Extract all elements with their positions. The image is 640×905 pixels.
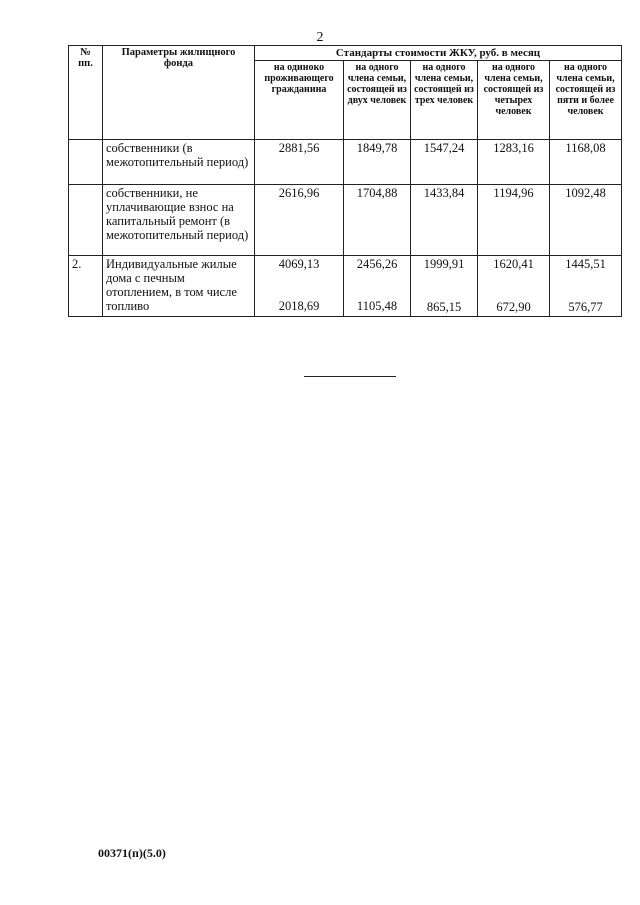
cell-value: 1620,41 [493, 257, 534, 271]
table-row [69, 185, 622, 256]
row-param: собственники (в межотопительный период) [103, 140, 255, 185]
cell-value: 1849,78 [344, 140, 411, 185]
cell-value-pair [255, 256, 344, 317]
cell-value-pair [344, 256, 411, 317]
cell-subvalue: 672,90 [496, 300, 531, 314]
table-row [69, 256, 622, 317]
row-num [69, 185, 103, 256]
row-param: Индивидуальные жилые дома с печным отоплением, в том числе топливо [103, 256, 255, 317]
cell-subvalue: 576,77 [568, 300, 603, 314]
cell-value: 1704,88 [344, 185, 411, 256]
cell-value: 4069,13 [278, 257, 320, 271]
table-row [69, 140, 622, 185]
cell-value: 1445,51 [565, 257, 606, 271]
page-number: 2 [316, 30, 324, 45]
cell-value: 1547,24 [411, 140, 478, 185]
cell-value-pair [550, 256, 622, 317]
cell-value: 1283,16 [478, 140, 550, 185]
header-num: № пп. [69, 46, 103, 140]
header-family-3: на одного члена семьи, состоящей из трех человек [411, 61, 478, 140]
cell-value: 1433,84 [411, 185, 478, 256]
row-num [69, 140, 103, 185]
header-group-title: Стандарты стоимости ЖКУ, руб. в месяц [255, 46, 622, 61]
row-num: 2. [69, 256, 103, 317]
cell-value: 2881,56 [255, 140, 344, 185]
cell-subvalue: 1105,48 [356, 299, 398, 313]
header-family-2: на одного члена семьи, состоящей из двух человек [344, 61, 411, 140]
cell-value: 2616,96 [255, 185, 344, 256]
separator-rule [304, 376, 396, 377]
header-family-4: на одного члена семьи, состоящей из четырех человек [478, 61, 550, 140]
row-param: собственники, не уплачивающие взнос на капитальный ремонт (в межотопительный период) [103, 185, 255, 256]
cell-value: 1999,91 [423, 257, 465, 271]
cell-value: 1194,96 [478, 185, 550, 256]
cell-subvalue: 865,15 [426, 300, 462, 314]
header-single: на одиноко проживающего гражданина [255, 61, 344, 140]
cell-value-pair [411, 256, 478, 317]
cell-subvalue: 2018,69 [278, 299, 320, 313]
cell-value-pair [478, 256, 550, 317]
header-family-5plus: на одного члена семьи, состоящей из пяти и более человек [550, 61, 622, 140]
cell-value: 2456,26 [356, 257, 398, 271]
header-row-1 [69, 46, 622, 61]
cell-value: 1168,08 [550, 140, 622, 185]
document-code: 00371(п)(5.0) [98, 846, 166, 860]
cell-value: 1092,48 [550, 185, 622, 256]
header-params: Параметры жилищного фонда [103, 46, 255, 140]
housing-cost-standards-table [68, 45, 622, 317]
